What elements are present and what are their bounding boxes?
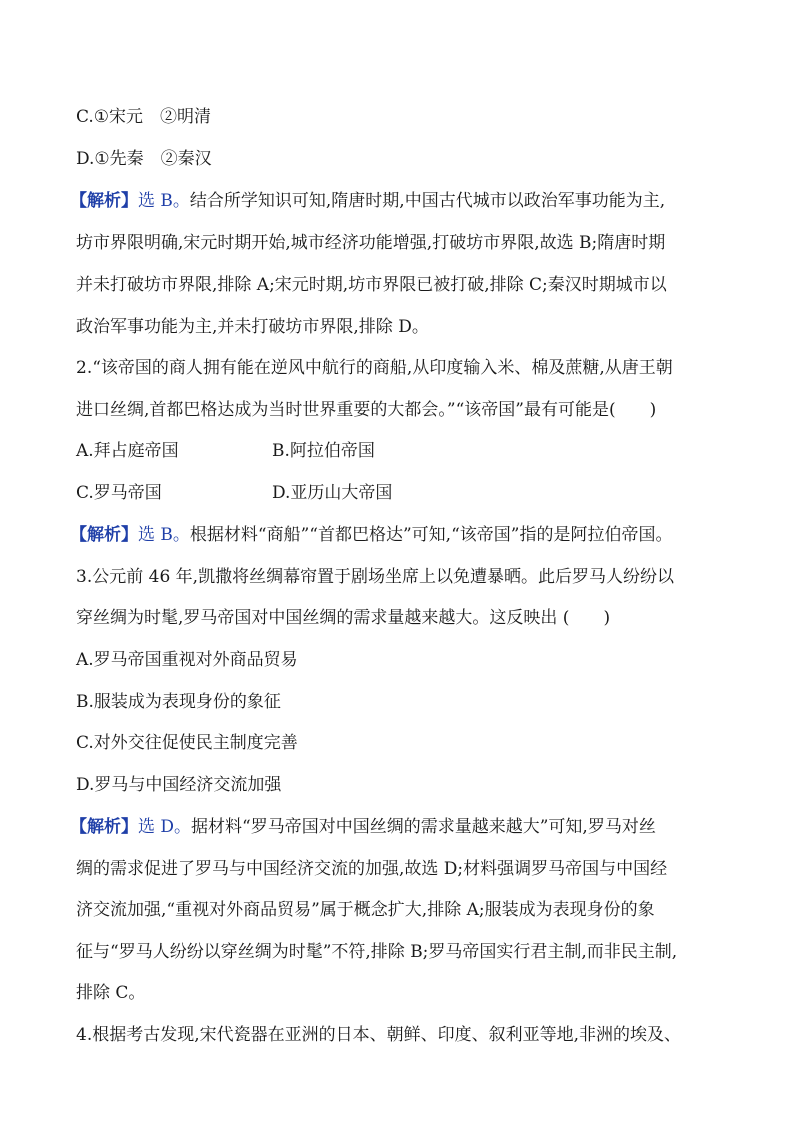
q2-option-c: C.罗马帝国 <box>76 483 162 503</box>
q3-option-c: C.对外交往促使民主制度完善 <box>76 733 298 753</box>
q2-stem-line-1: 2.“该帝国的商人拥有能在逆风中航行的商船,从印度输入米、棉及蔗糖,从唐王朝 <box>76 358 673 378</box>
q3-stem-line-1: 3.公元前 46 年,凯撒将丝绸幕帘置于剧场坐席上以免遭暴晒。此后罗马人纷纷以 <box>76 567 675 587</box>
q3-analysis-line-1 <box>70 815 720 839</box>
analysis-text: 根据材料“商船”“首都巴格达”可知,“该帝国”指的是阿拉伯帝国。 <box>189 525 673 545</box>
q3-analysis-line-5: 排除 C。 <box>76 983 146 1003</box>
q1-analysis-line-3: 并未打破坊市界限,排除 A;宋元时期,坊市界限已被打破,排除 C;秦汉时期城市以 <box>76 275 667 295</box>
analysis-tag: 【解析】 <box>70 191 138 211</box>
q2-options-row-2 <box>76 481 726 505</box>
q1-analysis-line-4: 政治军事功能为主,并未打破坊市界限,排除 D。 <box>76 317 429 337</box>
q2-option-a: A.拜占庭帝国 <box>76 441 179 461</box>
analysis-answer: 选 B。 <box>138 191 190 211</box>
q3-option-b: B.服装成为表现身份的象征 <box>76 692 281 712</box>
analysis-tag: 【解析】 <box>70 525 138 545</box>
q2-options-row-1 <box>76 439 726 463</box>
q2-option-b: B.阿拉伯帝国 <box>272 441 375 461</box>
q3-option-d: D.罗马与中国经济交流加强 <box>76 775 282 795</box>
q4-stem-line-1: 4.根据考古发现,宋代瓷器在亚洲的日本、朝鲜、印度、叙利亚等地,非洲的埃及、 <box>76 1025 682 1045</box>
q3-analysis-line-3: 济交流加强,“重视对外商品贸易”属于概念扩大,排除 A;服装成为表现身份的象 <box>76 900 655 920</box>
q2-option-d: D.亚历山大帝国 <box>272 483 393 503</box>
q3-analysis-line-2: 绸的需求促进了罗马与中国经济交流的加强,故选 D;材料强调罗马帝国与中国经 <box>76 859 668 879</box>
analysis-tag: 【解析】 <box>70 817 138 837</box>
analysis-answer: 选 D。 <box>138 817 192 837</box>
q3-analysis-line-4: 征与“罗马人纷纷以穿丝绸为时髦”不符,排除 B;罗马帝国实行君主制,而非民主制, <box>76 942 678 962</box>
q1-analysis-line-1 <box>70 189 720 213</box>
analysis-text: 据材料“罗马帝国对中国丝绸的需求量越来越大”可知,罗马对丝 <box>191 817 656 837</box>
q3-option-a: A.罗马帝国重视对外商品贸易 <box>76 650 298 670</box>
q1-option-d: D.①先秦 ②秦汉 <box>76 149 212 169</box>
q3-stem-line-2: 穿丝绸为时髦,罗马帝国对中国丝绸的需求量越来越大。这反映出 ( ) <box>76 608 611 628</box>
analysis-text: 结合所学知识可知,隋唐时期,中国古代城市以政治军事功能为主, <box>189 191 666 211</box>
q2-stem-line-2: 进口丝绸,首都巴格达成为当时世界重要的大都会。”“该帝国”最有可能是( ) <box>76 400 657 420</box>
q2-analysis <box>70 523 720 547</box>
analysis-answer: 选 B。 <box>138 525 190 545</box>
q1-analysis-line-2: 坊市界限明确,宋元时期开始,城市经济功能增强,打破坊市界限,故选 B;隋唐时期 <box>76 233 666 253</box>
q1-option-c: C.①宋元 ②明清 <box>76 107 212 127</box>
